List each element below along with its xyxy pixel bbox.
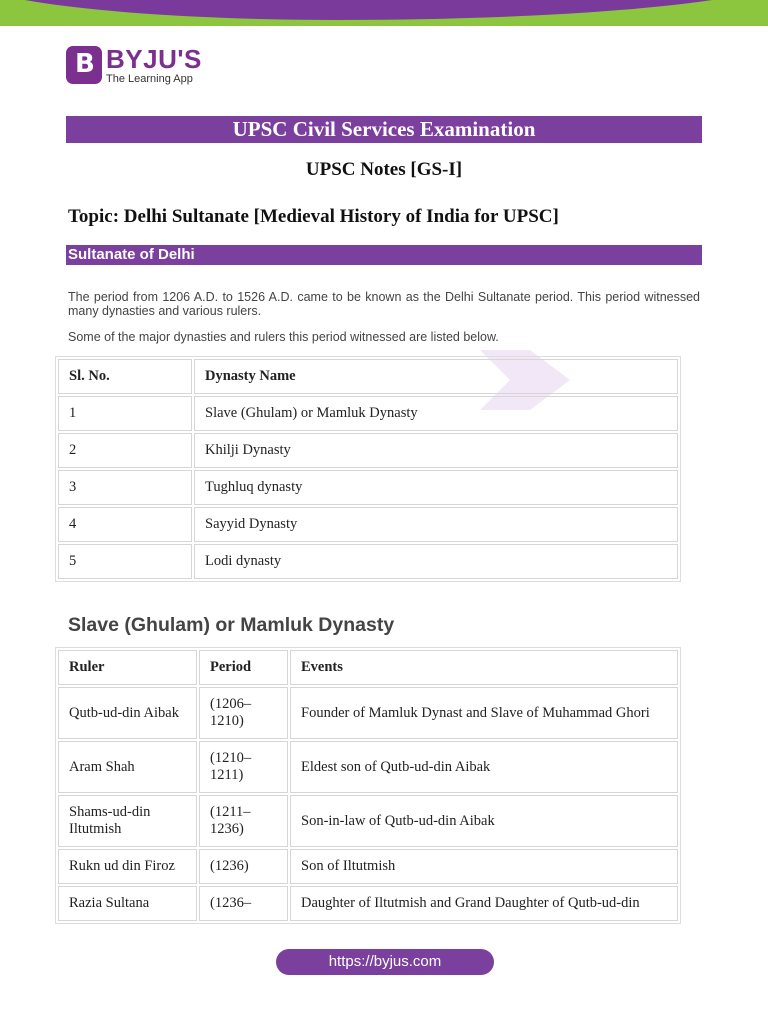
exam-title-bar: UPSC Civil Services Examination	[66, 116, 702, 143]
byjus-logo	[66, 44, 202, 86]
table-header-cell: Events	[290, 650, 678, 685]
top-decorative-band	[0, 0, 768, 28]
ruler-cell: Rukn ud din Firoz	[58, 849, 197, 884]
period-cell: (1211– 1236)	[199, 795, 288, 847]
period-cell: (1236–	[199, 886, 288, 921]
table-cell: 1	[58, 396, 192, 431]
table-row	[58, 433, 678, 468]
section-title-bar: Sultanate of Delhi	[66, 245, 702, 265]
ruler-cell: Shams-ud-din Iltutmish	[58, 795, 197, 847]
events-cell: Founder of Mamluk Dynast and Slave of Muhammad Ghori	[290, 687, 678, 739]
list-intro-paragraph: Some of the major dynasties and rulers this period witnessed are listed below.	[68, 330, 499, 344]
table-header-cell: Sl. No.	[58, 359, 192, 394]
table-row	[58, 396, 678, 431]
intro-paragraph: The period from 1206 A.D. to 1526 A.D. came to be known as the Delhi Sultanate period. This period witnessed many dynasties and various rulers.	[68, 290, 700, 318]
period-cell: (1236)	[199, 849, 288, 884]
ruler-cell: Razia Sultana	[58, 886, 197, 921]
table-cell: Khilji Dynasty	[194, 433, 678, 468]
table-cell: Sayyid Dynasty	[194, 507, 678, 542]
ruler-cell: Qutb-ud-din Aibak	[58, 687, 197, 739]
logo-mark-icon: B	[66, 46, 102, 84]
table-header-cell: Dynasty Name	[194, 359, 678, 394]
table-cell: 5	[58, 544, 192, 579]
table-row	[58, 687, 678, 739]
footer-url-link[interactable]: https://byjus.com	[276, 949, 494, 975]
mamluk-heading: Slave (Ghulam) or Mamluk Dynasty	[68, 614, 395, 636]
table-cell: 3	[58, 470, 192, 505]
topic-heading: Topic: Delhi Sultanate [Medieval History of India for UPSC]	[68, 206, 559, 227]
table-cell: Slave (Ghulam) or Mamluk Dynasty	[194, 396, 678, 431]
table-header-row	[58, 650, 678, 685]
table-row	[58, 470, 678, 505]
table-row	[58, 741, 678, 793]
table-row	[58, 544, 678, 579]
table-row	[58, 849, 678, 884]
table-cell: 4	[58, 507, 192, 542]
mamluk-rulers-table	[55, 647, 681, 924]
events-cell: Eldest son of Qutb-ud-din Aibak	[290, 741, 678, 793]
events-cell: Son-in-law of Qutb-ud-din Aibak	[290, 795, 678, 847]
table-row	[58, 886, 678, 921]
table-cell: Tughluq dynasty	[194, 470, 678, 505]
events-cell: Daughter of Iltutmish and Grand Daughter of Qutb-ud-din	[290, 886, 678, 921]
events-cell: Son of Iltutmish	[290, 849, 678, 884]
table-cell: 2	[58, 433, 192, 468]
logo-tagline: The Learning App	[106, 72, 193, 85]
table-header-cell: Ruler	[58, 650, 197, 685]
notes-title: UPSC Notes [GS-I]	[305, 159, 463, 180]
ruler-cell: Aram Shah	[58, 741, 197, 793]
dynasty-table	[55, 356, 681, 582]
period-cell: (1206– 1210)	[199, 687, 288, 739]
period-cell: (1210– 1211)	[199, 741, 288, 793]
table-cell: Lodi dynasty	[194, 544, 678, 579]
table-header-row	[58, 359, 678, 394]
table-header-cell: Period	[199, 650, 288, 685]
table-row	[58, 795, 678, 847]
table-row	[58, 507, 678, 542]
logo-brand-name: BYJU'S	[106, 43, 202, 74]
